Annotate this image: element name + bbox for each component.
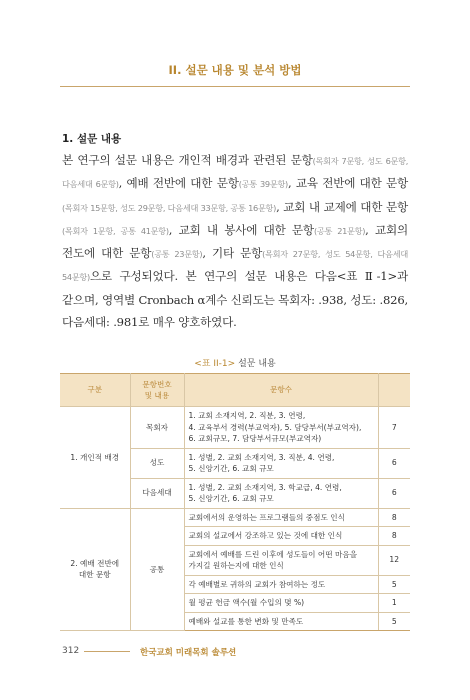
paragraph-text: 본 연구의 설문 내용은 개인적 배경과 관련된 문항 [62, 153, 313, 167]
table-caption [0, 356, 470, 369]
paragraph-text: , 예배 전반에 대한 문항 [118, 176, 239, 191]
paragraph-text: , 교육 전반에 대한 문항 [287, 176, 408, 191]
item-content-cell: 교회에서 예배를 드린 이후에 성도들이 어떤 마음을 가지길 원하는지에 대한 인식 [184, 545, 378, 575]
table-caption-mark: <표 II-1> [194, 359, 236, 369]
item-content-cell: 월 평균 헌금 액수(월 수입의 몇 %) [184, 594, 378, 613]
item-count-cell: 5 [378, 612, 410, 631]
header-item-count: 문항수 [184, 374, 378, 407]
item-count-cell: 12 [378, 545, 410, 575]
respondent-cell: 공통 [130, 508, 184, 631]
title-divider [60, 86, 410, 87]
body-paragraph [62, 149, 408, 333]
item-count-reference: (공통 21문항) [313, 225, 366, 236]
table-caption-text: 설문 내용 [238, 359, 276, 369]
table-row [60, 407, 410, 449]
item-content-cell: 교회에서의 운영하는 프로그램들의 중점도 인식 [184, 508, 378, 527]
item-count-cell: 7 [378, 407, 410, 449]
item-count-cell: 5 [378, 575, 410, 594]
sub-heading: 1. 설문 내용 [62, 133, 122, 145]
item-count-reference: (목회자 7문항, 성도 6문항, 다음세대 6문항) [62, 156, 409, 190]
item-count-cell: 1 [378, 594, 410, 613]
item-content-cell: 1. 성별, 2. 교회 소재지역, 3. 학교급, 4. 연령, 5. 신앙기간, 6. 교회 규모 [184, 478, 378, 508]
item-count-reference: (공통 23문항) [151, 249, 203, 260]
paragraph-text: , 교회 내 교제에 대한 문항 [276, 199, 408, 214]
item-content-cell: 각 예배별로 귀하의 교회가 참여하는 정도 [184, 575, 378, 594]
table-row [60, 508, 410, 527]
respondent-cell: 성도 [130, 448, 184, 478]
item-count-reference: (목회자 15문항, 성도 29문항, 다음세대 33문항, 공통 16문항) [62, 202, 277, 213]
item-count-reference: (목회자 27문항, 성도 54문항, 다음세대 54문항) [62, 249, 408, 283]
item-count-reference: (공통 39문항) [238, 179, 288, 190]
survey-content-table [60, 373, 410, 631]
section-title: II. 설문 내용 및 분석 방법 [168, 63, 302, 77]
header-category: 구분 [60, 374, 130, 407]
item-count-reference: (목회자 1문항, 공통 41문항) [62, 225, 169, 236]
paragraph-text: , 교회 내 봉사에 대한 문항 [168, 222, 314, 237]
respondent-cell: 목회자 [130, 407, 184, 449]
category-cell: 1. 개인적 배경 [60, 407, 130, 509]
category-cell: 2. 예배 전반에 대한 문항 [60, 508, 130, 631]
running-footer-title: 한국교회 미래목회 솔루션 [140, 648, 237, 658]
item-content-cell: 1. 성별, 2. 교회 소재지역, 3. 직분, 4. 연령, 5. 신앙기간, 6. 교회 규모 [184, 448, 378, 478]
item-count-cell: 8 [378, 508, 410, 527]
paragraph-text: , 교회의 전도에 대한 문항 [62, 222, 408, 261]
item-count-cell: 6 [378, 478, 410, 508]
footer-divider [84, 651, 130, 652]
page-number: 312 [62, 646, 80, 656]
paragraph-text: 으로 구성되었다. 본 연구의 설문 내용은 다음<표 Ⅱ-1>과 같으며, 영역별 Cronbach α계수 신뢰도는 목회자: .938, 성도: .826, 다음세대: .981로 매우 양호하였다. [62, 269, 408, 330]
respondent-cell: 다음세대 [130, 478, 184, 508]
item-content-cell: 교회의 설교에서 강조하고 있는 것에 대한 인식 [184, 527, 378, 546]
header-item-number: 문항번호 및 내용 [130, 374, 184, 407]
paragraph-text: , 기타 문항 [202, 246, 263, 261]
item-count-cell: 6 [378, 448, 410, 478]
header-blank [378, 374, 410, 407]
item-content-cell: 1. 교회 소재지역, 2. 직분, 3. 연령, 4. 교육부서 경력(부교역자), 5. 담당부서(부교역자), 6. 교회규모, 7. 담당부서규모(부교역자) [184, 407, 378, 449]
item-count-cell: 8 [378, 527, 410, 546]
table-header-row [60, 374, 410, 407]
item-content-cell: 예배와 설교를 통한 변화 및 만족도 [184, 612, 378, 631]
